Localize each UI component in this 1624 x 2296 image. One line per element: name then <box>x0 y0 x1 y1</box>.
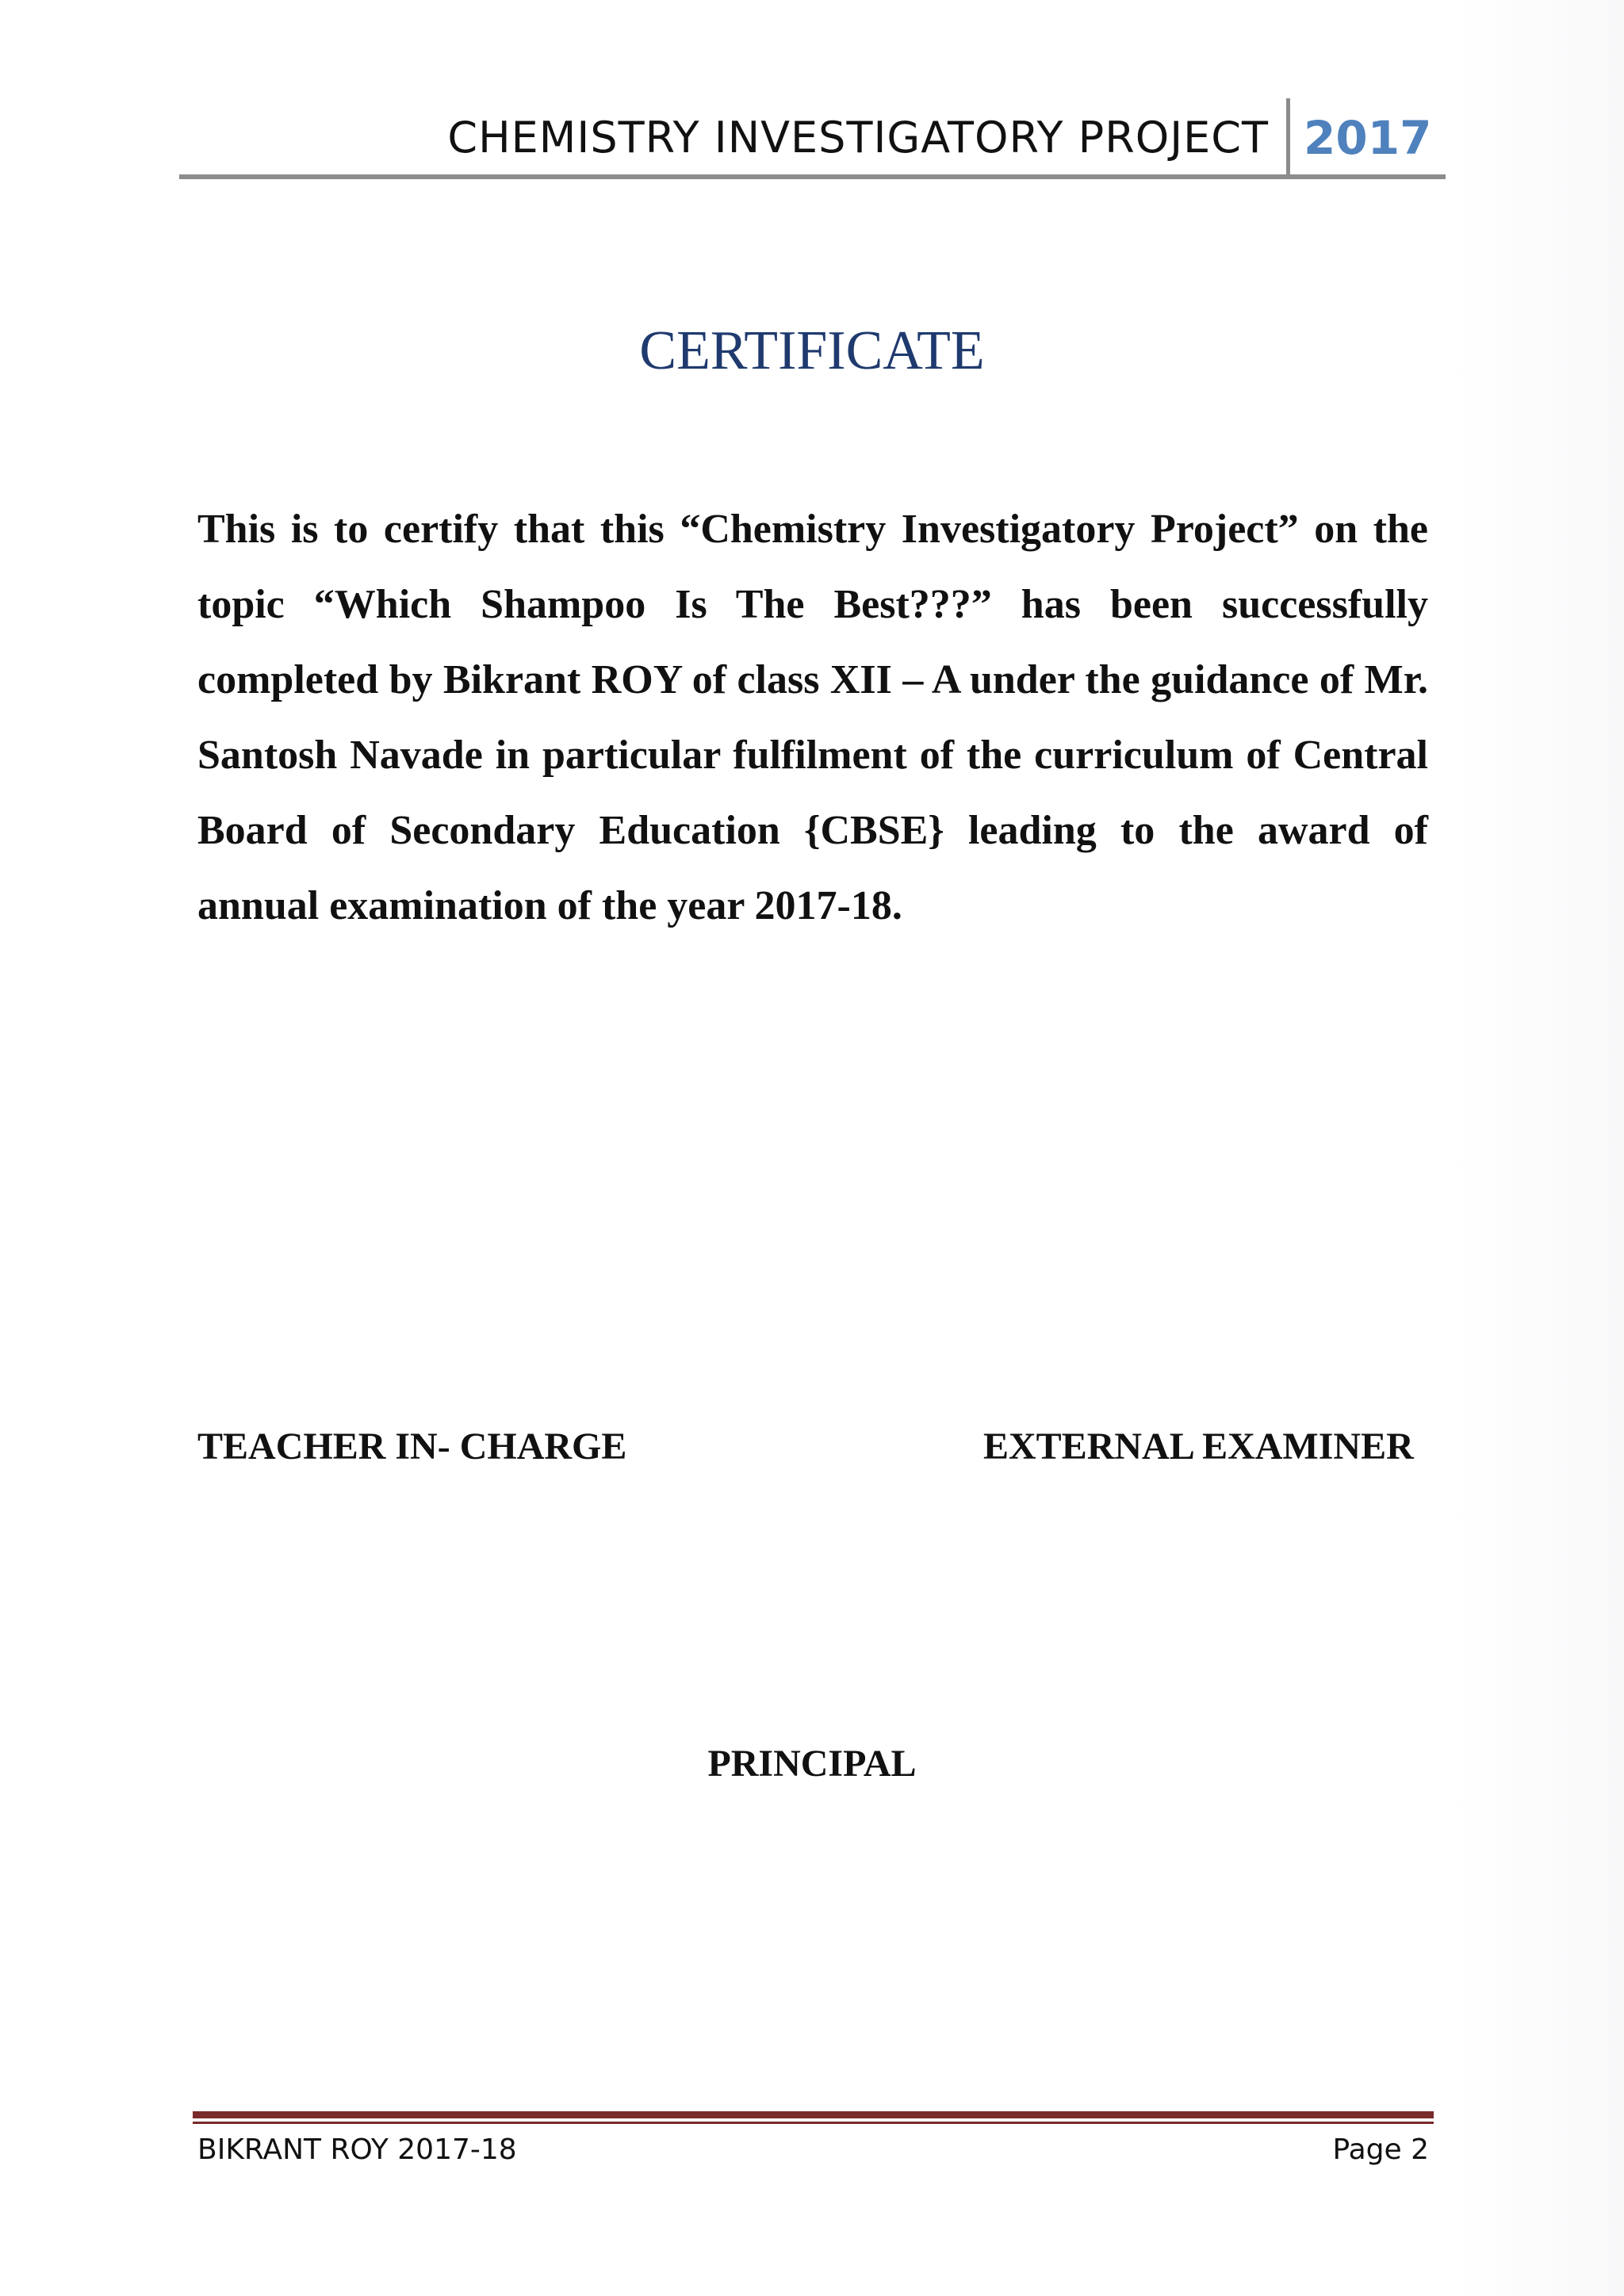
footer-rule <box>193 2111 1434 2118</box>
header-year: 2017 <box>1304 111 1432 165</box>
header-title: CHEMISTRY INVESTIGATORY PROJECT <box>447 113 1269 163</box>
certificate-title: CERTIFICATE <box>639 320 985 381</box>
header-rule <box>179 174 1446 179</box>
footer-rule-thin <box>193 2122 1434 2124</box>
certificate-body: This is to certify that this “Chemistry Investigatory Project” on the topic “Which Shampoo Is The Best???” has been successfully completed by Bikrant ROY of class XII – A under the guidance of Mr. Santosh Navade in particular fulfilment of the curriculum of Central Board of Secondary Education {CBSE} leading to the award of annual examination of the year 2017-18. <box>197 507 1428 928</box>
header-divider <box>1286 98 1290 178</box>
footer-author: BIKRANT ROY 2017-18 <box>197 2133 517 2166</box>
principal-label: PRINCIPAL <box>707 1743 917 1785</box>
teacher-in-charge-label: TEACHER IN- CHARGE <box>197 1425 627 1468</box>
external-examiner-label: EXTERNAL EXAMINER <box>983 1425 1414 1468</box>
page-number: Page 2 <box>1332 2133 1429 2166</box>
